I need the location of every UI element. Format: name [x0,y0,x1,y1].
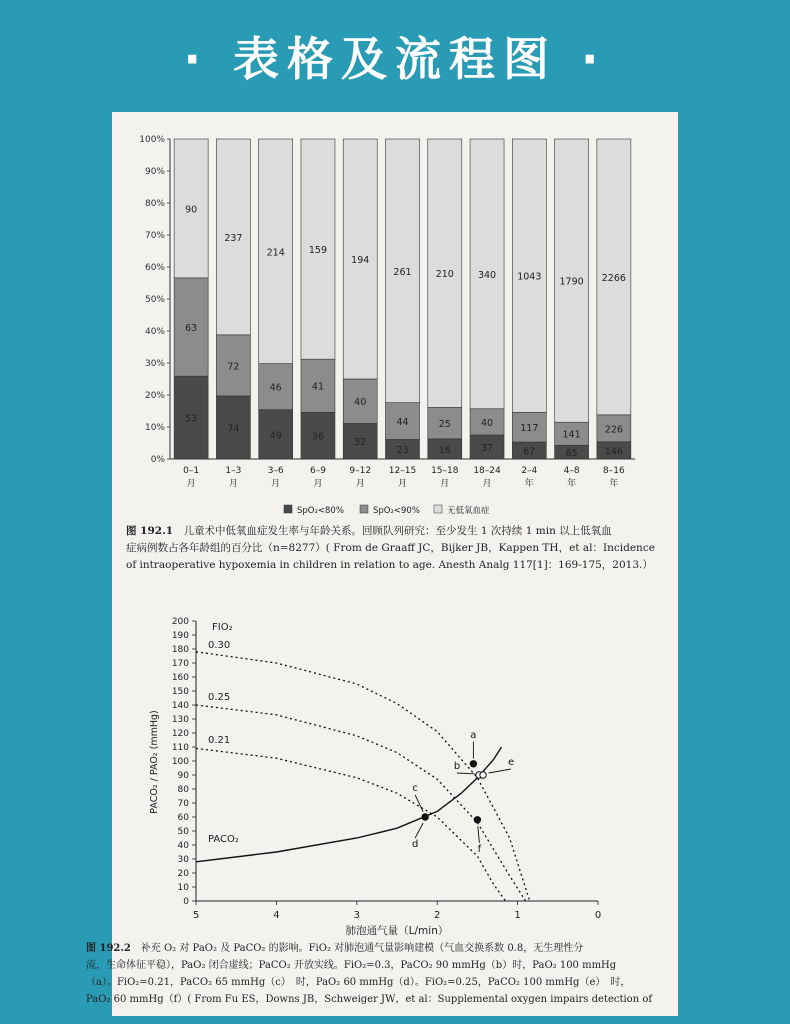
data-label: 44 [396,417,409,429]
y-tick-label: 150 [171,687,189,697]
data-label: 40 [480,417,494,429]
caption-line: of intraoperative hypoxemia in children in relation to age. Anesth Analg 117[1]：169-175，2013.） [126,559,653,571]
series-label: 0.30 [208,640,231,651]
data-label: 25 [438,419,451,431]
x-tick-label: 5 [192,910,200,921]
caption-line [126,523,671,540]
point-label: f [477,843,482,855]
x-tick-label: 年 [609,479,619,489]
data-label: 117 [520,423,539,435]
point-arrow [489,769,511,773]
fio2-label: FIO₂ [212,622,233,633]
point-arrow [415,823,423,838]
data-label: 37 [480,443,494,454]
x-tick-label: 月 [271,479,281,489]
y-tick-label: 40% [144,327,165,337]
y-tick-label: 40 [177,841,189,851]
x-axis-title: 肺泡通气量（L/min） [345,925,449,937]
y-tick-label: 60% [144,263,165,273]
data-label: 23 [396,445,409,457]
figure-number: 图 192.2 [86,943,131,954]
series-label: PACO₂ [208,834,239,845]
x-tick-label: 2–4 [521,466,538,476]
x-tick-label: 2 [434,910,441,921]
y-tick-label: 130 [171,715,189,725]
y-tick-label: 180 [171,645,189,655]
x-tick-label: 1–3 [225,466,242,476]
x-tick-label: 3–6 [267,466,284,476]
y-tick-label: 10 [177,883,189,893]
data-label: 16 [438,444,451,456]
data-label: 49 [269,430,282,442]
x-tick-label: 0–1 [183,466,200,476]
data-label: 40 [354,397,367,409]
y-tick-label: 120 [171,729,189,739]
figure-2-caption [86,940,676,1008]
data-label: 46 [269,382,282,394]
point-arrow [457,773,475,774]
data-label: 41 [311,381,325,393]
y-tick-label: 0 [183,897,189,907]
legend-label: SpO₂<80% [297,506,344,516]
x-tick-label: 6–9 [309,466,326,476]
legend-label: 无低氧血症 [447,506,490,516]
caption-line: 症病例数占各年龄组的百分比（n=8277）( From de Graaff JC，Bijker JB，Kappen TH，et al：Incidence [126,542,655,554]
data-label: 226 [604,424,623,436]
point-label: b [453,761,461,772]
y-tick-label: 60 [177,813,189,823]
data-label: 1043 [517,271,542,283]
header-banner [0,0,790,112]
y-tick-label: 80 [177,785,189,795]
legend-label: SpO₂<90% [373,506,420,516]
caption-text: 补充 O₂ 对 PaO₂ 及 PaCO₂ 的影响。FiO₂ 对肺泡通气量影响建模（气血交换系数 0.8，无生理性分 [140,943,584,954]
point-label: e [507,757,515,768]
caption-line [86,940,676,957]
y-tick-label: 110 [171,743,189,753]
x-tick-label: 年 [567,479,577,489]
y-tick-label: 70 [177,799,189,809]
x-tick-label: 月 [482,479,492,489]
y-tick-label: 90 [177,771,189,781]
y-tick-label: 190 [171,631,189,641]
stacked-bar-chart [112,112,678,517]
data-point [474,817,480,823]
x-tick-label: 月 [440,479,450,489]
data-label: 141 [562,429,581,441]
y-tick-label: 10% [144,423,165,433]
y-tick-label: 70% [144,231,165,241]
data-label: 159 [308,245,328,257]
data-point [470,761,476,767]
figure-1-caption [126,523,671,574]
x-tick-label: 0 [594,910,602,921]
x-tick-label: 4–8 [563,466,580,476]
y-tick-label: 30 [177,855,189,865]
point-arrow [415,795,423,812]
x-tick-label: 3 [353,910,360,921]
data-label: 67 [523,446,536,458]
point-arrow [478,826,480,843]
y-tick-label: 160 [171,673,189,683]
x-tick-label: 1 [514,910,521,921]
point-label: a [470,729,477,741]
caption-text: 儿童术中低氧血症发生率与年龄关系。回顾队列研究：至少发生 1 次持续 1 min 以上低氧血 [183,525,612,537]
y-tick-label: 50 [177,827,189,837]
data-label: 340 [477,269,497,281]
x-tick-label: 4 [273,910,280,921]
x-tick-label: 18–24 [473,466,501,476]
data-label: 1790 [559,276,584,288]
data-label: 146 [604,446,623,458]
y-tick-label: 30% [144,359,165,369]
data-label: 53 [185,413,198,425]
y-tick-label: 140 [171,701,189,711]
y-tick-label: 100% [139,135,165,145]
x-tick-label: 月 [186,479,196,489]
y-tick-label: 20 [177,869,189,879]
data-label: 237 [224,232,243,244]
caption-line: 流，生命体征平稳），PaO₂ 闭合虚线；PaCO₂ 开放实线。FiO₂=0.3，PaCO₂ 90 mmHg（b）时，PaO₂ 100 mmHg [86,960,617,971]
y-tick-label: 50% [144,295,165,305]
x-tick-label: 月 [397,479,408,489]
data-label: 210 [435,269,454,281]
legend-swatch [284,505,292,513]
data-label: 72 [227,361,240,373]
data-label: 194 [351,255,370,266]
y-tick-label: 90% [144,167,165,177]
caption-line: （a）。FiO₂=0.21，PaCO₂ 65 mmHg（c） 时，PaO₂ 60 mmHg（d）。FiO₂=0.25，PaCO₂ 100 mmHg（e） 时， [86,977,631,988]
x-tick-label: 年 [524,479,534,489]
legend-swatch [360,505,368,513]
point-label: c [412,783,418,794]
y-tick-label: 200 [171,617,189,627]
data-label: 90 [185,204,198,216]
page-title: · 表格及流程图 · [183,32,607,86]
y-tick-label: 0% [150,455,165,465]
series-label: 0.25 [208,692,231,703]
legend-swatch [434,505,442,513]
y-tick-label: 100 [171,757,189,767]
data-label: 85 [565,448,578,460]
x-tick-label: 12–15 [388,466,417,476]
x-tick-label: 月 [228,479,238,489]
data-label: 63 [185,323,198,334]
x-tick-label: 月 [313,479,323,489]
data-label: 74 [227,423,240,435]
figure-number: 图 192.1 [126,525,174,537]
series-label: 0.21 [208,735,231,746]
y-axis-title: PACO₂ / PAO₂ (mmHg) [149,710,160,814]
y-tick-label: 170 [171,659,189,669]
x-tick-label: 8–16 [603,466,625,476]
point-label: d [411,839,419,850]
y-tick-label: 80% [144,199,165,209]
data-point [480,772,486,778]
data-label: 214 [266,247,285,259]
data-label: 261 [393,266,412,278]
data-label: 32 [354,437,367,449]
data-point [422,814,428,820]
x-tick-label: 月 [355,479,365,489]
x-tick-label: 9–12 [349,466,372,476]
book-page [86,112,678,1016]
x-tick-label: 15–18 [431,466,459,476]
y-tick-label: 20% [144,391,165,401]
data-label: 36 [311,431,325,443]
caption-line: PaO₂ 60 mmHg（f）( From Fu ES，Downs JB，Schweiger JW，et al：Supplemental oxygen impairs detection of [86,994,653,1005]
ventilation-line-chart [112,602,678,937]
data-label: 2266 [601,272,626,284]
